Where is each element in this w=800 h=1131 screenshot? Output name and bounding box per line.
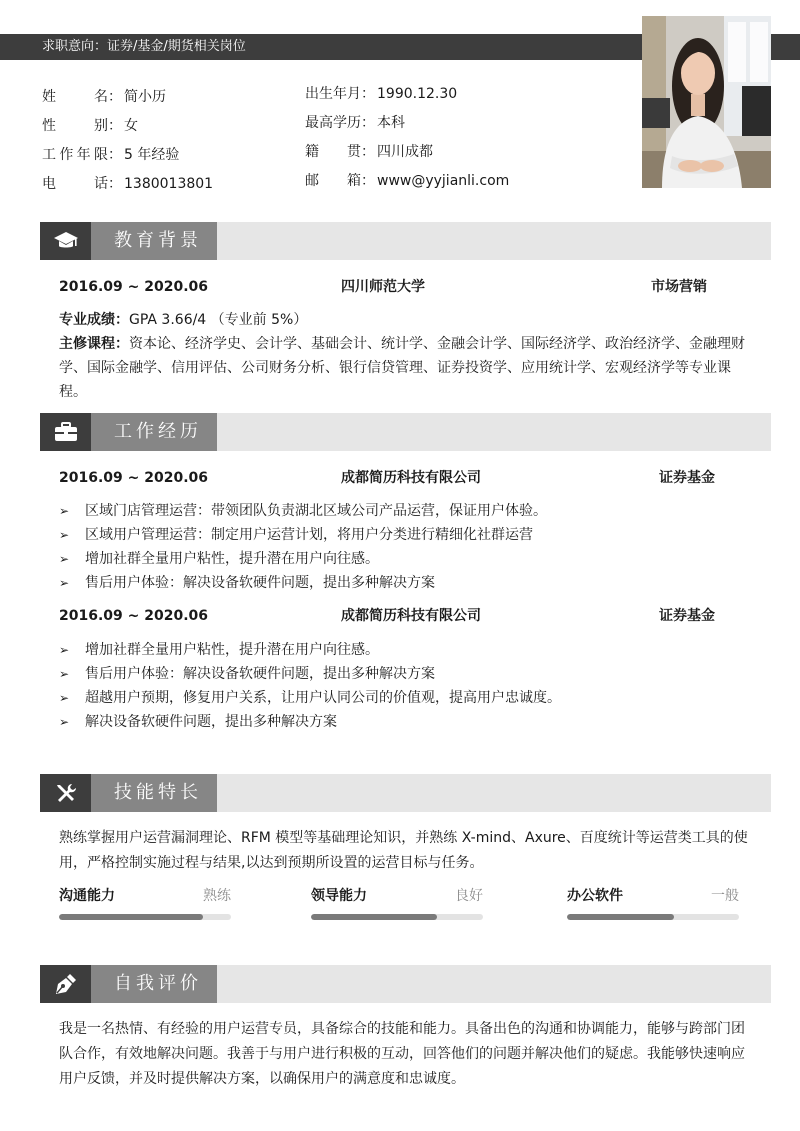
work-section-header	[40, 413, 771, 451]
self-eval-section-header	[40, 965, 771, 1003]
skill-name: 领导能力	[311, 888, 367, 904]
education-title-box	[91, 222, 217, 260]
name-row	[42, 87, 166, 107]
courses-value: 资本论、经济学史、会计学、基础会计、统计学、金融会计学、国际经济学、政治经济学、金融理财学、国际金融学、信用评估、公司财务分析、银行信贷管理、证券投资学、应用统计学、宏观经济学等专业课程。	[59, 336, 745, 400]
arrow-bullet-icon: ➢	[59, 576, 70, 590]
skills-section-header	[40, 774, 771, 812]
score-value: GPA 3.66/4 （专业前 5%）	[129, 312, 308, 328]
job-1-row	[59, 468, 739, 488]
gender-value: 女	[124, 118, 138, 134]
gender-row	[42, 116, 138, 136]
skill-name: 办公软件	[567, 888, 623, 904]
origin-label: 籍贯	[305, 144, 361, 160]
education-date: 2016.09 ~ 2020.06	[59, 279, 209, 295]
skill-item	[567, 886, 739, 926]
phone-label: 电话	[42, 176, 108, 192]
birth-label: 出生年月	[305, 86, 361, 102]
birth-value: 1990.12.30	[377, 86, 458, 102]
years-label: 工作年限	[42, 147, 108, 163]
job-2-bullets	[59, 638, 749, 734]
education-score	[59, 308, 753, 332]
degree-label: 最高学历	[305, 115, 361, 131]
pen-nib-icon	[53, 972, 79, 996]
education-school: 四川师范大学	[341, 279, 425, 295]
skill-item	[59, 886, 231, 926]
bullet-text: 增加社群全量用户粘性，提升潜在用户向往感。	[85, 551, 379, 567]
degree-value: 本科	[377, 115, 405, 131]
arrow-bullet-icon: ➢	[59, 715, 70, 729]
list-item	[59, 686, 749, 710]
arrow-bullet-icon: ➢	[59, 528, 70, 542]
name-value: 简小历	[124, 89, 166, 105]
self-eval-icon-box	[40, 965, 91, 1003]
score-label: 专业成绩：	[59, 312, 129, 328]
degree-row	[305, 113, 405, 133]
skill-bar-track	[311, 914, 483, 920]
wrench-screwdriver-icon	[53, 781, 79, 805]
arrow-bullet-icon: ➢	[59, 552, 70, 566]
job-1-company: 成都简历科技有限公司	[341, 470, 481, 486]
skill-bar-fill	[311, 914, 437, 920]
skill-name: 沟通能力	[59, 888, 115, 904]
skill-bar-track	[567, 914, 739, 920]
work-icon-box	[40, 413, 91, 451]
skill-level: 一般	[711, 888, 739, 904]
birth-colon: ：	[361, 86, 375, 102]
origin-row	[305, 142, 433, 162]
job-2-date: 2016.09 ~ 2020.06	[59, 608, 209, 624]
origin-colon: ：	[361, 144, 375, 160]
list-item	[59, 571, 749, 595]
degree-colon: ：	[361, 115, 375, 131]
skill-bar-track	[59, 914, 231, 920]
job-1-bullets	[59, 499, 749, 595]
bullet-text: 售后用户体验：解决设备软硬件问题，提出多种解决方案	[85, 575, 435, 591]
gender-label: 性别	[42, 118, 108, 134]
years-value: 5 年经验	[124, 147, 180, 163]
job-intent-text: 求职意向：证券/基金/期货相关岗位	[42, 39, 246, 54]
profile-photo	[642, 16, 771, 188]
job-2-row	[59, 606, 739, 626]
gender-colon: ：	[108, 118, 122, 134]
email-row	[305, 171, 509, 191]
list-item	[59, 499, 749, 523]
list-item	[59, 638, 749, 662]
bullet-text: 增加社群全量用户粘性，提升潜在用户向往感。	[85, 642, 379, 658]
education-icon-box	[40, 222, 91, 260]
bullet-text: 解决设备软硬件问题，提出多种解决方案	[85, 714, 337, 730]
self-eval-title: 自我评价	[114, 973, 202, 994]
birth-row	[305, 84, 457, 104]
job-2-position: 证券基金	[659, 608, 715, 624]
briefcase-icon	[53, 420, 79, 444]
phone-colon: ：	[108, 176, 122, 192]
skill-bar-fill	[59, 914, 203, 920]
education-section-header	[40, 222, 771, 260]
skills-title: 技能特长	[114, 782, 202, 803]
arrow-bullet-icon: ➢	[59, 643, 70, 657]
arrow-bullet-icon: ➢	[59, 691, 70, 705]
skill-level: 良好	[455, 888, 483, 904]
skills-icon-box	[40, 774, 91, 812]
email-colon: ：	[361, 173, 375, 189]
education-major: 市场营销	[651, 279, 707, 295]
list-item	[59, 547, 749, 571]
bullet-text: 售后用户体验：解决设备软硬件问题，提出多种解决方案	[85, 666, 435, 682]
name-colon: ：	[108, 89, 122, 105]
list-item	[59, 710, 749, 734]
skills-description: 熟练掌握用户运营漏洞理论、RFM 模型等基础理论知识，并熟练 X-mind、Axure、百度统计等运营类工具的使用，严格控制实施过程与结果,以达到预期所设置的运营目标与任务。	[59, 830, 748, 871]
work-title: 工作经历	[114, 421, 202, 442]
bullet-text: 区域门店管理运营：带领团队负责湖北区域公司产品运营，保证用户体验。	[85, 503, 547, 519]
profile-photo-image	[642, 16, 771, 188]
self-eval-text: 我是一名热情、有经验的用户运营专员，具备综合的技能和能力。具备出色的沟通和协调能力，能够与跨部门团队合作，有效地解决问题。我善于与用户进行积极的互动，回答他们的问题并解决他们的疑虑。我能够快速响应用户反馈，并及时提供解决方案，以确保用户的满意度和忠诚度。	[59, 1021, 745, 1087]
phone-row	[42, 174, 213, 194]
bullet-text: 区域用户管理运营：制定用户运营计划，将用户分类进行精细化社群运营	[85, 527, 533, 543]
years-colon: ：	[108, 147, 122, 163]
bullet-text: 超越用户预期，修复用户关系，让用户认同公司的价值观，提高用户忠诚度。	[85, 690, 561, 706]
name-label: 姓名	[42, 89, 108, 105]
list-item	[59, 523, 749, 547]
skills-title-box	[91, 774, 217, 812]
email-label: 邮箱	[305, 173, 361, 189]
job-1-date: 2016.09 ~ 2020.06	[59, 470, 209, 486]
education-courses	[59, 332, 753, 404]
education-row	[59, 277, 739, 297]
skill-item	[311, 886, 483, 926]
job-2-company: 成都简历科技有限公司	[341, 608, 481, 624]
email-value: www@yyjianli.com	[377, 173, 510, 189]
skill-level: 熟练	[203, 888, 231, 904]
arrow-bullet-icon: ➢	[59, 667, 70, 681]
job-1-position: 证券基金	[659, 470, 715, 486]
years-row	[42, 145, 179, 165]
arrow-bullet-icon: ➢	[59, 504, 70, 518]
self-eval-title-box	[91, 965, 217, 1003]
courses-label: 主修课程：	[59, 336, 129, 352]
education-title: 教育背景	[114, 230, 202, 251]
graduation-cap-icon	[53, 229, 79, 253]
list-item	[59, 662, 749, 686]
skill-bar-fill	[567, 914, 674, 920]
work-title-box	[91, 413, 217, 451]
phone-value: 1380013801	[124, 176, 214, 192]
origin-value: 四川成都	[377, 144, 433, 160]
